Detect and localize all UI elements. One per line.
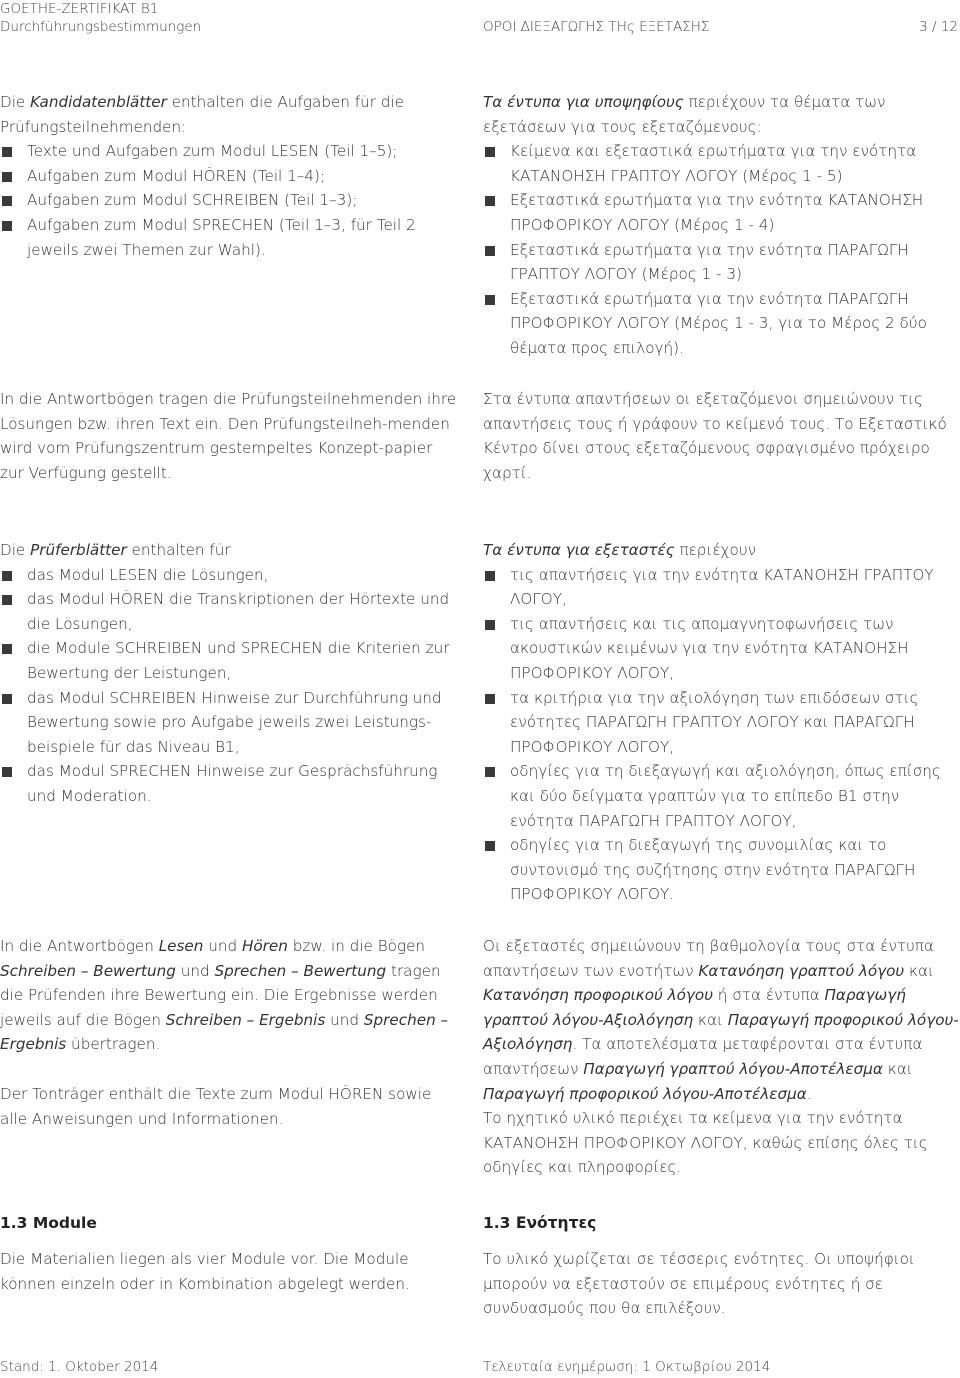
list-item: das Modul SCHREIBEN Hinweise zur Durchführung und Bewertung sowie pro Aufgabe jeweils zwei Leistungs-beispiele für das Niveau B1,	[0, 686, 458, 760]
gr-audio-paragraph: Το ηχητικό υλικό περιέχει τα κείμενα για την ενότητα ΚΑΤΑΝΟΗΣΗ ΠΡΟΦΟΡΙΚΟΥ ΛΟΓΟΥ, καθώς επίσης όλες τις οδηγίες και πληροφορίες.	[483, 1109, 928, 1177]
de-kandidaten-intro: Die Kandidatenblätter enthalten die Aufgaben für die Prüfungsteilnehmenden:	[0, 93, 405, 136]
gr-footer-date: Τελευταία ενημέρωση: 1 Οκτωβρίου 2014	[483, 1359, 771, 1375]
gr-kandidatenblaetter	[483, 90, 960, 361]
gr-examiner-sheets	[483, 538, 960, 907]
gr-examiner-intro: Τα έντυπα για εξεταστές περιέχουν	[483, 541, 757, 559]
list-item: Aufgaben zum Modul HÖREN (Teil 1–4);	[0, 164, 458, 189]
de-bewertung-block	[0, 934, 458, 1131]
list-item: das Modul HÖREN die Transkriptionen der Hörtexte und die Lösungen,	[0, 587, 458, 636]
de-bewertung-paragraph: In die Antwortbögen Lesen und Hören bzw. in die Bögen Schreiben – Bewertung und Sprechen – Bewertung tragen die Prüfenden ihre Bewertung ein. Die Ergebnisse werden jeweils auf die Bögen Schreiben – Ergebnis und Sprechen – Ergebnis übertragen.	[0, 937, 449, 1054]
list-item: die Module SCHREIBEN und SPRECHEN die Kriterien zur Bewertung der Leistungen,	[0, 636, 458, 685]
gr-answer-sheets-paragraph: Στα έντυπα απαντήσεων οι εξεταζόμενοι σημειώνουν τις απαντήσεις τους ή γράφουν το κείμενό τους. Το Εξεταστικό Κέντρο δίνει στους εξεταζόμενους σφραγισμένο πρόχειρο χαρτί.	[483, 390, 947, 482]
de-footer-date: Stand: 1. Oktober 2014	[0, 1359, 159, 1375]
list-item: Εξεταστικά ερωτήματα για την ενότητα ΠΑΡΑΓΩΓΗ ΓΡΑΠΤΟΥ ΛΟΓΟΥ (Μέρος 1 - 3)	[483, 238, 960, 287]
gr-module-paragraph: Το υλικό χωρίζεται σε τέσσερις ενότητες. Οι υποψήφιοι μπορούν να εξεταστούν σε επιμέρους ενότητες ή σε συνδυασμούς που θα επιλέξουν.	[483, 1250, 915, 1318]
list-item: τις απαντήσεις για την ενότητα ΚΑΤΑΝΟΗΣΗ ΓΡΑΠΤΟΥ ΛΟΓΟΥ,	[483, 563, 960, 612]
page-number: 3 / 12	[919, 19, 958, 35]
cert-label: GOETHE-ZERTIFIKAT B1	[0, 1, 159, 17]
gr-kandidaten-list	[483, 139, 960, 360]
de-section-heading: 1.3 Module	[0, 1214, 97, 1232]
de-pruefer-intro: Die Prüferblätter enthalten für	[0, 541, 231, 559]
de-pruefer-list	[0, 563, 458, 809]
gr-doc-title: ΟΡΟΙ ΔΙΕΞΑΓΩΓΗΣ ΤΗς ΕΞΕΤΑΣΗΣ	[483, 19, 710, 35]
list-item: οδηγίες για τη διεξαγωγή της συνομιλίας και το συντονισμό της συζήτησης στην ενότητα ΠΑΡΑΓΩΓΗ ΠΡΟΦΟΡΙΚΟΥ ΛΟΓΟΥ.	[483, 833, 960, 907]
list-item: τα κριτήρια για την αξιολόγηση των επιδόσεων στις ενότητες ΠΑΡΑΓΩΓΗ ΓΡΑΠΤΟΥ ΛΟΓΟΥ και ΠΑΡΑΓΩΓΗ ΠΡΟΦΟΡΙΚΟΥ ΛΟΓΟΥ,	[483, 686, 960, 760]
gr-examiner-list	[483, 563, 960, 907]
de-antwortboegen-paragraph: In die Antwortbögen tragen die Prüfungsteilnehmenden ihre Lösungen bzw. ihren Text ein. Den Prüfungsteilneh-menden wird vom Prüfungszentrum gestempeltes Konzept-papier zur Verfügung gestellt.	[0, 390, 457, 482]
gr-section-heading: 1.3 Ενότητες	[483, 1214, 597, 1232]
list-item: Aufgaben zum Modul SCHREIBEN (Teil 1–3);	[0, 188, 458, 213]
de-doc-title: Durchführungsbestimmungen	[0, 19, 202, 35]
list-item: das Modul SPRECHEN Hinweise zur Gesprächsführung und Moderation.	[0, 759, 458, 808]
gr-kandidaten-intro: Τα έντυπα για υποψηφίους περιέχουν τα θέματα των εξετάσεων για τους εξεταζόμενους:	[483, 93, 886, 136]
de-kandidatenblaetter	[0, 90, 458, 262]
de-tontraeger-paragraph: Der Tonträger enthält die Texte zum Modul HÖREN sowie alle Anweisungen und Informationen.	[0, 1084, 432, 1128]
list-item: Κείμενα και εξεταστικά ερωτήματα για την ενότητα ΚΑΤΑΝΟΗΣΗ ΓΡΑΠΤΟΥ ΛΟΓΟΥ (Μέρος 1 - 5)	[483, 139, 960, 188]
gr-grading-paragraph: Οι εξεταστές σημειώνουν τη βαθμολογία τους στα έντυπα απαντήσεων των ενοτήτων Κατανόηση γραπτού λόγου και Κατανόηση προφορικού λόγου ή στα έντυπα Παραγωγή γραπτού λόγου-Αξιολόγηση και Παραγωγή προφορικού λόγου-Αξιολόγηση. Τα αποτελέσματα μεταφέρονται στα έντυπα απαντήσεων Παραγωγή γραπτού λόγου-Αποτέλεσμα και Παραγωγή προφορικού λόγου-Αποτέλεσμα.	[483, 937, 959, 1103]
list-item: Aufgaben zum Modul SPRECHEN (Teil 1–3, für Teil 2 jeweils zwei Themen zur Wahl).	[0, 213, 458, 262]
list-item: Εξεταστικά ερωτήματα για την ενότητα ΠΑΡΑΓΩΓΗ ΠΡΟΦΟΡΙΚΟΥ ΛΟΓΟΥ (Μέρος 1 - 3, για το Μέρος 2 δύο θέματα προς επιλογή).	[483, 287, 960, 361]
de-module-paragraph: Die Materialien liegen als vier Module vor. Die Module können einzeln oder in Kombination abgelegt werden.	[0, 1250, 410, 1293]
list-item: das Modul LESEN die Lösungen,	[0, 563, 458, 588]
list-item: οδηγίες για τη διεξαγωγή και αξιολόγηση, όπως επίσης και δύο δείγματα γραπτών για το επίπεδο Β1 στην ενότητα ΠΑΡΑΓΩΓΗ ΓΡΑΠΤΟΥ ΛΟΓΟΥ,	[483, 759, 960, 833]
gr-grading-block	[483, 934, 960, 1180]
list-item: τις απαντήσεις και τις απομαγνητοφωνήσεις των ακουστικών κειμένων για την ενότητα ΚΑΤΑΝΟΗΣΗ ΠΡΟΦΟΡΙΚΟΥ ΛΟΓΟΥ,	[483, 612, 960, 686]
de-prueferblaetter	[0, 538, 458, 809]
de-kandidaten-list	[0, 139, 458, 262]
list-item: Εξεταστικά ερωτήματα για την ενότητα ΚΑΤΑΝΟΗΣΗ ΠΡΟΦΟΡΙΚΟΥ ΛΟΓΟΥ (Μέρος 1 - 4)	[483, 188, 960, 237]
list-item: Texte und Aufgaben zum Modul LESEN (Teil 1–5);	[0, 139, 458, 164]
